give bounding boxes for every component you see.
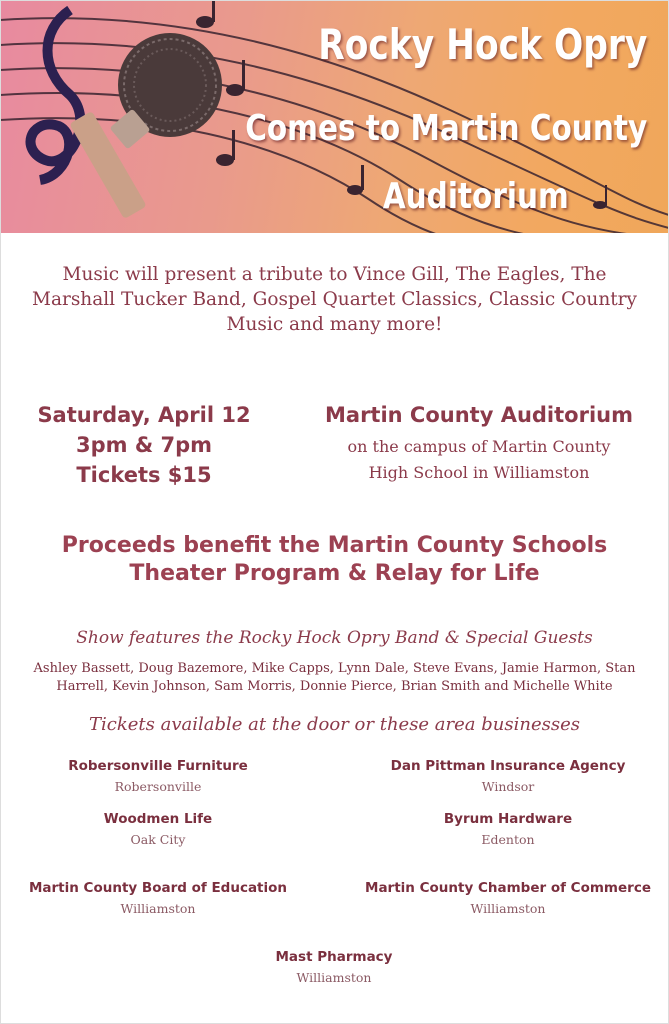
proceeds-line-1: Proceeds benefit the Martin County Schools [61, 533, 608, 558]
business-city: Robersonville [114, 779, 202, 794]
venue-location-line-1: on the campus of Martin County [347, 437, 611, 456]
business-listing [348, 758, 668, 794]
business-name: Mast Pharmacy [275, 949, 393, 965]
venue-location [300, 434, 658, 486]
venue-location-line-2: High School in Williamston [368, 463, 590, 482]
event-times: 3pm & 7pm [76, 433, 212, 457]
event-details [14, 400, 274, 490]
business-city: Williamston [296, 970, 372, 985]
business-name: Martin County Chamber of Commerce [365, 880, 651, 896]
business-listing [174, 949, 494, 985]
business-listing [348, 811, 668, 847]
venue-name: Martin County Auditorium [325, 403, 633, 427]
event-date: Saturday, April 12 [37, 403, 251, 427]
business-name: Woodmen Life [103, 811, 213, 827]
intro-text: Music will present a tribute to Vince Gill, The Eagles, The Marshall Tucker Band, Gospel Quartet Classics, Classic Country Music and many more! [32, 264, 637, 335]
business-name: Robersonville Furniture [68, 758, 248, 774]
banner-title-line-2: Comes to Martin County [245, 108, 647, 149]
banner-title-line-1: Rocky Hock Opry [317, 20, 647, 69]
ticket-price: Tickets $15 [76, 463, 212, 487]
business-name: Dan Pittman Insurance Agency [390, 758, 626, 774]
business-listing [0, 758, 318, 794]
show-heading: Show features the Rocky Hock Opry Band & Special Guests [76, 628, 593, 648]
tickets-heading: Tickets available at the door or these area businesses [89, 714, 580, 735]
business-listing [0, 811, 318, 847]
microphone-icon [69, 33, 222, 219]
banner-title-line-3: Auditorium [383, 176, 569, 217]
proceeds-statement [20, 532, 649, 588]
venue-details [300, 400, 658, 486]
proceeds-line-2: Theater Program & Relay for Life [129, 561, 540, 586]
business-listing [0, 880, 318, 916]
business-city: Williamston [470, 901, 546, 916]
performers-list: Ashley Bassett, Doug Bazemore, Mike Capps, Lynn Dale, Steve Evans, Jamie Harmon, Stan Harrell, Kevin Johnson, Sam Morris, Donnie Pierce, Brian Smith and Michelle White [33, 661, 636, 694]
business-city: Edenton [481, 832, 535, 847]
business-city: Oak City [130, 832, 186, 847]
business-listing [348, 880, 668, 916]
business-city: Williamston [120, 901, 196, 916]
treble-clef-icon [31, 10, 81, 180]
business-city: Windsor [481, 779, 535, 794]
header-banner [0, 0, 669, 233]
business-name: Martin County Board of Education [28, 880, 288, 896]
business-name: Byrum Hardware [443, 811, 573, 827]
